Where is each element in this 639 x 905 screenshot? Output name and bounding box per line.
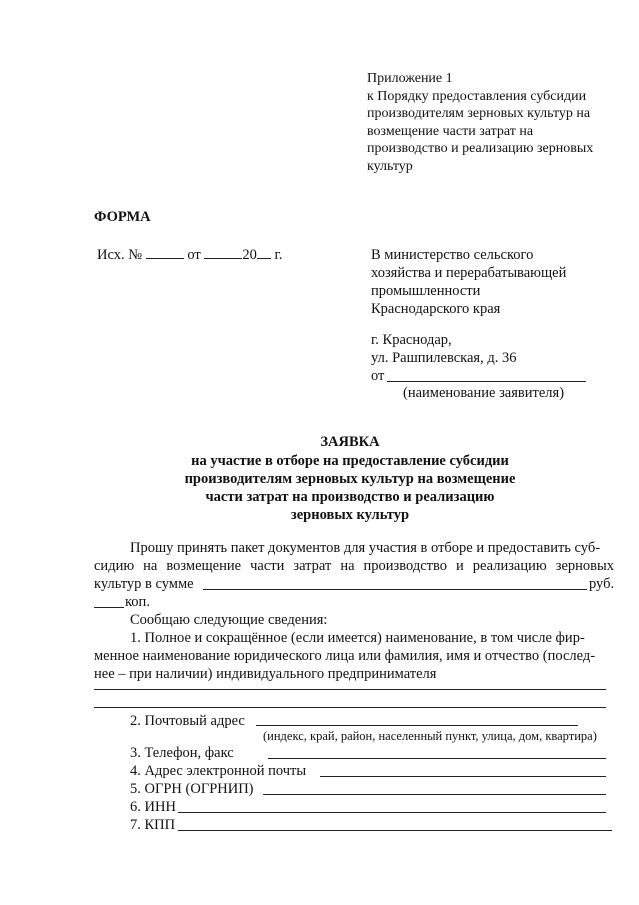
outgoing-from: от — [187, 247, 201, 263]
appendix-line: Приложение 1 — [367, 71, 453, 86]
appendix-header — [367, 70, 593, 175]
outgoing-year-field[interactable] — [257, 245, 271, 259]
applicant-name-field[interactable] — [387, 381, 586, 382]
info-item-1-line: менное наименование юридического лица или фамилия, имя и отчество (послед- — [94, 648, 596, 664]
info-item-4: 4. Адрес электронной почты — [130, 763, 307, 779]
form-label: ФОРМА — [94, 209, 151, 225]
appendix-line: культур — [367, 158, 413, 174]
request-line: сидию на возмещение части затрат на производство и реализацию зерновых — [94, 558, 614, 574]
amount-kop-field[interactable] — [94, 607, 124, 608]
info-item-6: 6. ИНН — [130, 799, 176, 815]
applicant-from-label: от — [371, 368, 385, 384]
appendix-line: к Порядку предоставления субсидии — [367, 88, 587, 104]
info-item-3: 3. Телефон, факс — [130, 745, 234, 761]
info-item-1-line: нее – при наличии) индивидуального предпринимателя — [94, 666, 437, 682]
company-name-field-1[interactable] — [94, 689, 606, 690]
addressee-line: Краснодарского края — [371, 301, 501, 317]
application-subtitle-line: части затрат на производство и реализацию — [205, 489, 495, 505]
info-item-5: 5. ОГРН (ОГРНИП) — [130, 781, 254, 797]
info-item-7: 7. КПП — [130, 817, 176, 833]
application-subtitle-line: зерновых культур — [290, 507, 410, 523]
rub-label: руб. — [589, 576, 615, 592]
phone-fax-field[interactable] — [268, 758, 606, 759]
addressee-street: ул. Рашпилевская, д. 36 — [371, 350, 517, 366]
company-name-field-2[interactable] — [94, 707, 606, 708]
addressee-line: В министерство сельского — [371, 247, 534, 263]
addressee-city: г. Краснодар, — [371, 332, 452, 348]
info-intro: Сообщаю следующие сведения: — [130, 612, 328, 628]
kpp-field[interactable] — [178, 830, 612, 831]
postal-address-hint: (индекс, край, район, населенный пункт, улица, дом, квартира) — [263, 729, 597, 743]
request-amount-prefix: культур в сумме — [94, 576, 194, 592]
postal-address-field[interactable] — [256, 725, 578, 726]
info-item-1-line: 1. Полное и сокращённое (если имеется) наименование, в том числе фир- — [130, 630, 585, 646]
outgoing-date-field[interactable] — [204, 245, 242, 259]
applicant-name-hint: (наименование заявителя) — [403, 385, 565, 401]
outgoing-year-suffix: г. — [274, 247, 283, 263]
outgoing-year: 20 — [242, 247, 257, 263]
outgoing-prefix: Исх. № — [97, 247, 143, 263]
application-title: ЗАЯВКА — [320, 434, 380, 450]
ogrn-field[interactable] — [263, 794, 606, 795]
application-subtitle-line: на участие в отборе на предоставление субсидии — [191, 453, 509, 469]
amount-rub-field[interactable] — [203, 589, 587, 590]
appendix-line: производство и реализацию зерновых — [367, 141, 594, 156]
outgoing-number-row — [97, 245, 282, 264]
addressee-line: промышленности — [371, 283, 481, 299]
application-subtitle-line: производителям зерновых культур на возмещение — [184, 471, 516, 487]
inn-field[interactable] — [178, 812, 606, 813]
email-field[interactable] — [320, 776, 606, 777]
info-item-2: 2. Почтовый адрес — [130, 713, 245, 729]
request-line: Прошу принять пакет документов для участия в отборе и предоставить суб- — [130, 540, 601, 556]
appendix-line: производителям зерновых культур на — [367, 106, 591, 121]
outgoing-number-field[interactable] — [146, 245, 184, 259]
addressee-line: хозяйства и перерабатывающей — [371, 265, 567, 281]
appendix-line: возмещение части затрат на — [367, 123, 534, 139]
addressee-block — [371, 246, 566, 318]
kop-label: коп. — [125, 594, 150, 610]
